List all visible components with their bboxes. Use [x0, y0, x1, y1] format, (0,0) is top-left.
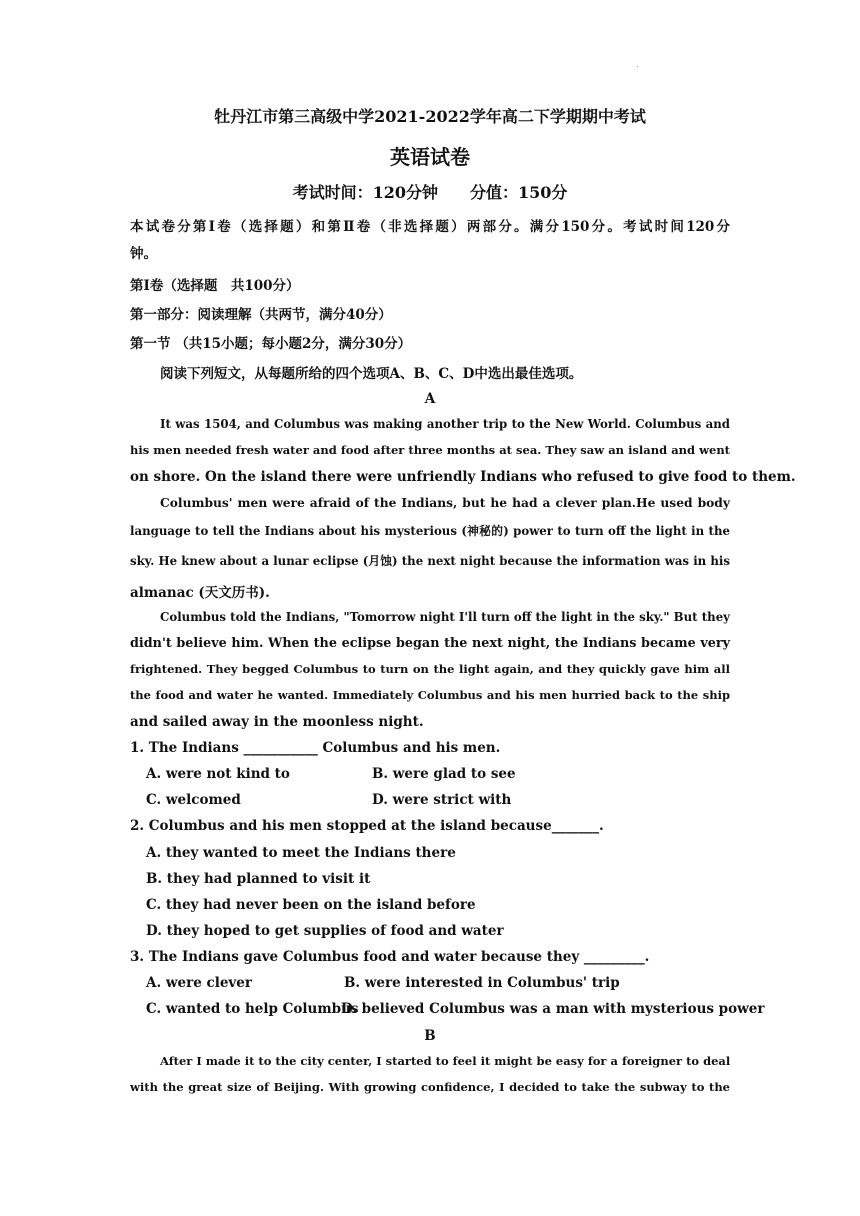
section-heading: 第一节 （共15小题；每小题2分，满分30分）: [130, 336, 412, 352]
question-2: 2. Columbus and his men stopped at the island because_______.: [130, 818, 604, 834]
q2-option-d: D. they hoped to get supplies of food and water: [146, 923, 504, 939]
q3-option-d: D. believed Columbus was a man with mysterious power: [341, 1001, 765, 1017]
passage-a-line: It was 1504, and Columbus was making another trip to the New World. Columbus and: [160, 417, 730, 431]
passage-a-line: frightened. They begged Columbus to turn on the light again, and they quickly gave him all: [130, 662, 730, 676]
intro-line-2: 钟。: [130, 246, 157, 262]
q2-option-a: A. they wanted to meet the Indians there: [146, 845, 456, 861]
passage-a-line: the food and water he wanted. Immediately Columbus and his men hurried back to the ship: [130, 688, 730, 702]
q1-option-d: D. were strict with: [372, 792, 512, 808]
passage-a-line: language to tell the Indians about his mysterious (神秘的) power to turn off the light in the: [130, 524, 730, 538]
passage-b-line: with the great size of Beijing. With growing confidence, I decided to take the subway to the: [130, 1080, 730, 1094]
passage-a-line: his men needed fresh water and food after three months at sea. They saw an island and went: [130, 443, 730, 457]
passage-a-line: Columbus told the Indians, "Tomorrow night I'll turn off the light in the sky." But they: [160, 610, 730, 624]
question-1: 1. The Indians ___________ Columbus and his men.: [130, 740, 501, 756]
passage-a-label: A: [424, 391, 436, 407]
q2-option-c: C. they had never been on the island before: [146, 897, 476, 913]
passage-a-line: sky. He knew about a lunar eclipse (月蚀) the next night because the information was in his: [130, 554, 730, 568]
passage-a-line: and sailed away in the moonless night.: [130, 714, 424, 730]
exam-title: 牡丹江市第三高级中学2021-2022学年高二下学期期中考试: [214, 107, 646, 126]
subject-title: 英语试卷: [390, 145, 470, 169]
instruction: 阅读下列短文，从每题所给的四个选项A、B、C、D中选出最佳选项。: [160, 366, 583, 382]
passage-a-line: Columbus' men were afraid of the Indians, but he had a clever plan.He used body: [160, 495, 730, 510]
volume-heading: 第Ⅰ卷（选择题 共100分）: [130, 278, 300, 294]
passage-a-line: almanac (天文历书).: [130, 585, 270, 601]
intro-line-1: 本试卷分第Ⅰ卷（选择题）和第Ⅱ卷（非选择题）两部分。满分150分。考试时间120分: [130, 219, 730, 235]
q1-option-c: C. welcomed: [146, 792, 241, 808]
part-heading: 第一部分：阅读理解（共两节，满分40分）: [130, 307, 392, 323]
q3-option-c: C. wanted to help Columbus: [146, 1001, 359, 1017]
q3-option-a: A. were clever: [146, 975, 252, 991]
q3-option-b: B. were interested in Columbus' trip: [344, 975, 620, 991]
question-3: 3. The Indians gave Columbus food and water because they _________.: [130, 949, 650, 965]
exam-meta: 考试时间：120分钟 分值：150分: [292, 183, 568, 202]
passage-a-line: on shore. On the island there were unfriendly Indians who refused to give food to them.: [130, 469, 796, 485]
q1-option-b: B. were glad to see: [372, 766, 516, 782]
passage-b-label: B: [424, 1028, 436, 1044]
passage-b-line: After I made it to the city center, I started to feel it might be easy for a foreigner to deal: [160, 1054, 731, 1068]
q2-option-b: B. they had planned to visit it: [146, 871, 371, 887]
page-mark: .: [636, 60, 639, 69]
passage-a-line: didn't believe him. When the eclipse began the next night, the Indians became very: [130, 636, 730, 651]
q1-option-a: A. were not kind to: [146, 766, 290, 782]
